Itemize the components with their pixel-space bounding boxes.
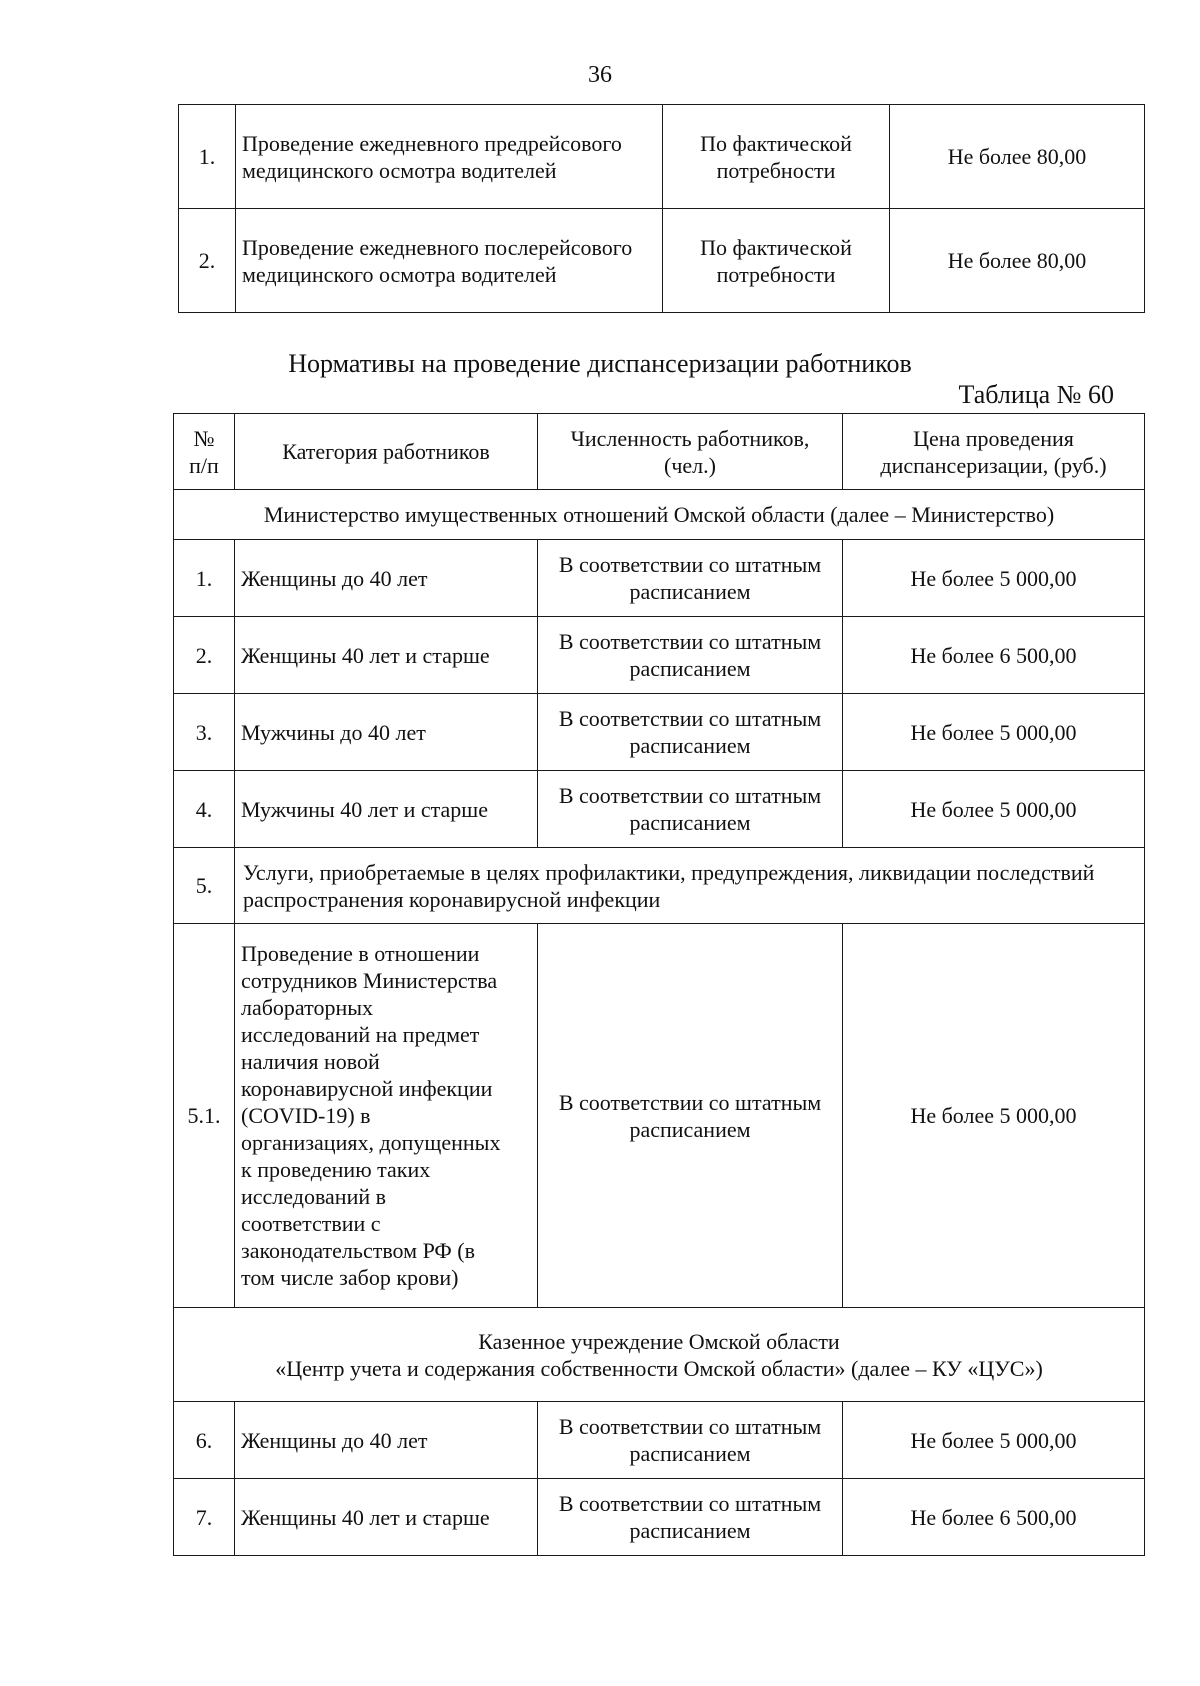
table-row	[174, 848, 1145, 924]
section-title: Нормативы на проведение диспансеризации работников	[288, 349, 912, 378]
group-title-row	[174, 1308, 1145, 1402]
row-number: 4.	[174, 771, 235, 848]
header-price: Цена проведения диспансеризации, (руб.)	[843, 414, 1145, 490]
worker-category: Мужчины 40 лет и старше	[235, 771, 538, 848]
exam-price: Не более 5 000,00	[843, 694, 1145, 771]
worker-count: В соответствии со штатным расписанием	[538, 1479, 843, 1556]
table-row	[179, 209, 1145, 313]
table-row	[174, 617, 1145, 694]
table-row	[174, 694, 1145, 771]
worker-count: В соответствии со штатным расписанием	[538, 617, 843, 694]
worker-category: Женщины 40 лет и старше	[235, 1479, 538, 1556]
services-table	[178, 104, 1145, 313]
group-title-row	[174, 490, 1145, 540]
worker-count: В соответствии со штатным расписанием	[538, 924, 843, 1308]
row-number: 6.	[174, 1402, 235, 1479]
group-title: Министерство имущественных отношений Омской области (далее – Министерство)	[174, 490, 1145, 540]
exam-price: Не более 6 500,00	[843, 617, 1145, 694]
table-row	[174, 540, 1145, 617]
row-number: 2.	[174, 617, 235, 694]
group-title: Казенное учреждение Омской области «Центр учета и содержания собственности Омской области» (далее – КУ «ЦУС»)	[174, 1308, 1145, 1402]
service-quantity: По фактической потребности	[663, 209, 890, 313]
row-number: 3.	[174, 694, 235, 771]
worker-category: Женщины до 40 лет	[235, 540, 538, 617]
row-number: 5.	[174, 848, 235, 924]
row-number: 1.	[174, 540, 235, 617]
table-row	[174, 771, 1145, 848]
table-row	[179, 105, 1145, 209]
row-number: 5.1.	[174, 924, 235, 1308]
service-price: Не более 80,00	[890, 105, 1145, 209]
table-header-row	[174, 414, 1145, 490]
service-price: Не более 80,00	[890, 209, 1145, 313]
service-name: Проведение ежедневного предрейсового медицинского осмотра водителей	[236, 105, 663, 209]
medical-exam-table	[173, 413, 1145, 1556]
worker-category: Женщины 40 лет и старше	[235, 617, 538, 694]
worker-count: В соответствии со штатным расписанием	[538, 540, 843, 617]
row-number: 2.	[179, 209, 236, 313]
worker-count: В соответствии со штатным расписанием	[538, 771, 843, 848]
worker-category: Проведение в отношении сотрудников Министерства лабораторных исследований на предмет наличия новой коронавирусной инфекции (COVID-19) в организациях, допущенных к проведению таких исследований в соответствии с законодательством РФ (в том числе забор крови)	[235, 924, 538, 1308]
table-label: Таблица № 60	[958, 380, 1114, 409]
exam-price: Не более 5 000,00	[843, 924, 1145, 1308]
worker-category: Женщины до 40 лет	[235, 1402, 538, 1479]
worker-category: Мужчины до 40 лет	[235, 694, 538, 771]
exam-price: Не более 5 000,00	[843, 540, 1145, 617]
service-quantity: По фактической потребности	[663, 105, 890, 209]
header-category: Категория работников	[235, 414, 538, 490]
row-number: 7.	[174, 1479, 235, 1556]
table-row	[174, 1402, 1145, 1479]
worker-count: В соответствии со штатным расписанием	[538, 694, 843, 771]
row-number: 1.	[179, 105, 236, 209]
header-num: № п/п	[174, 414, 235, 490]
header-count: Численность работников, (чел.)	[538, 414, 843, 490]
table-row	[174, 924, 1145, 1308]
table-row	[174, 1479, 1145, 1556]
exam-price: Не более 5 000,00	[843, 771, 1145, 848]
exam-price: Не более 6 500,00	[843, 1479, 1145, 1556]
service-group-description: Услуги, приобретаемые в целях профилактики, предупреждения, ликвидации последствий распространения коронавирусной инфекции	[235, 848, 1145, 924]
service-name: Проведение ежедневного послерейсового медицинского осмотра водителей	[236, 209, 663, 313]
exam-price: Не более 5 000,00	[843, 1402, 1145, 1479]
page-number: 36	[588, 62, 612, 88]
worker-count: В соответствии со штатным расписанием	[538, 1402, 843, 1479]
